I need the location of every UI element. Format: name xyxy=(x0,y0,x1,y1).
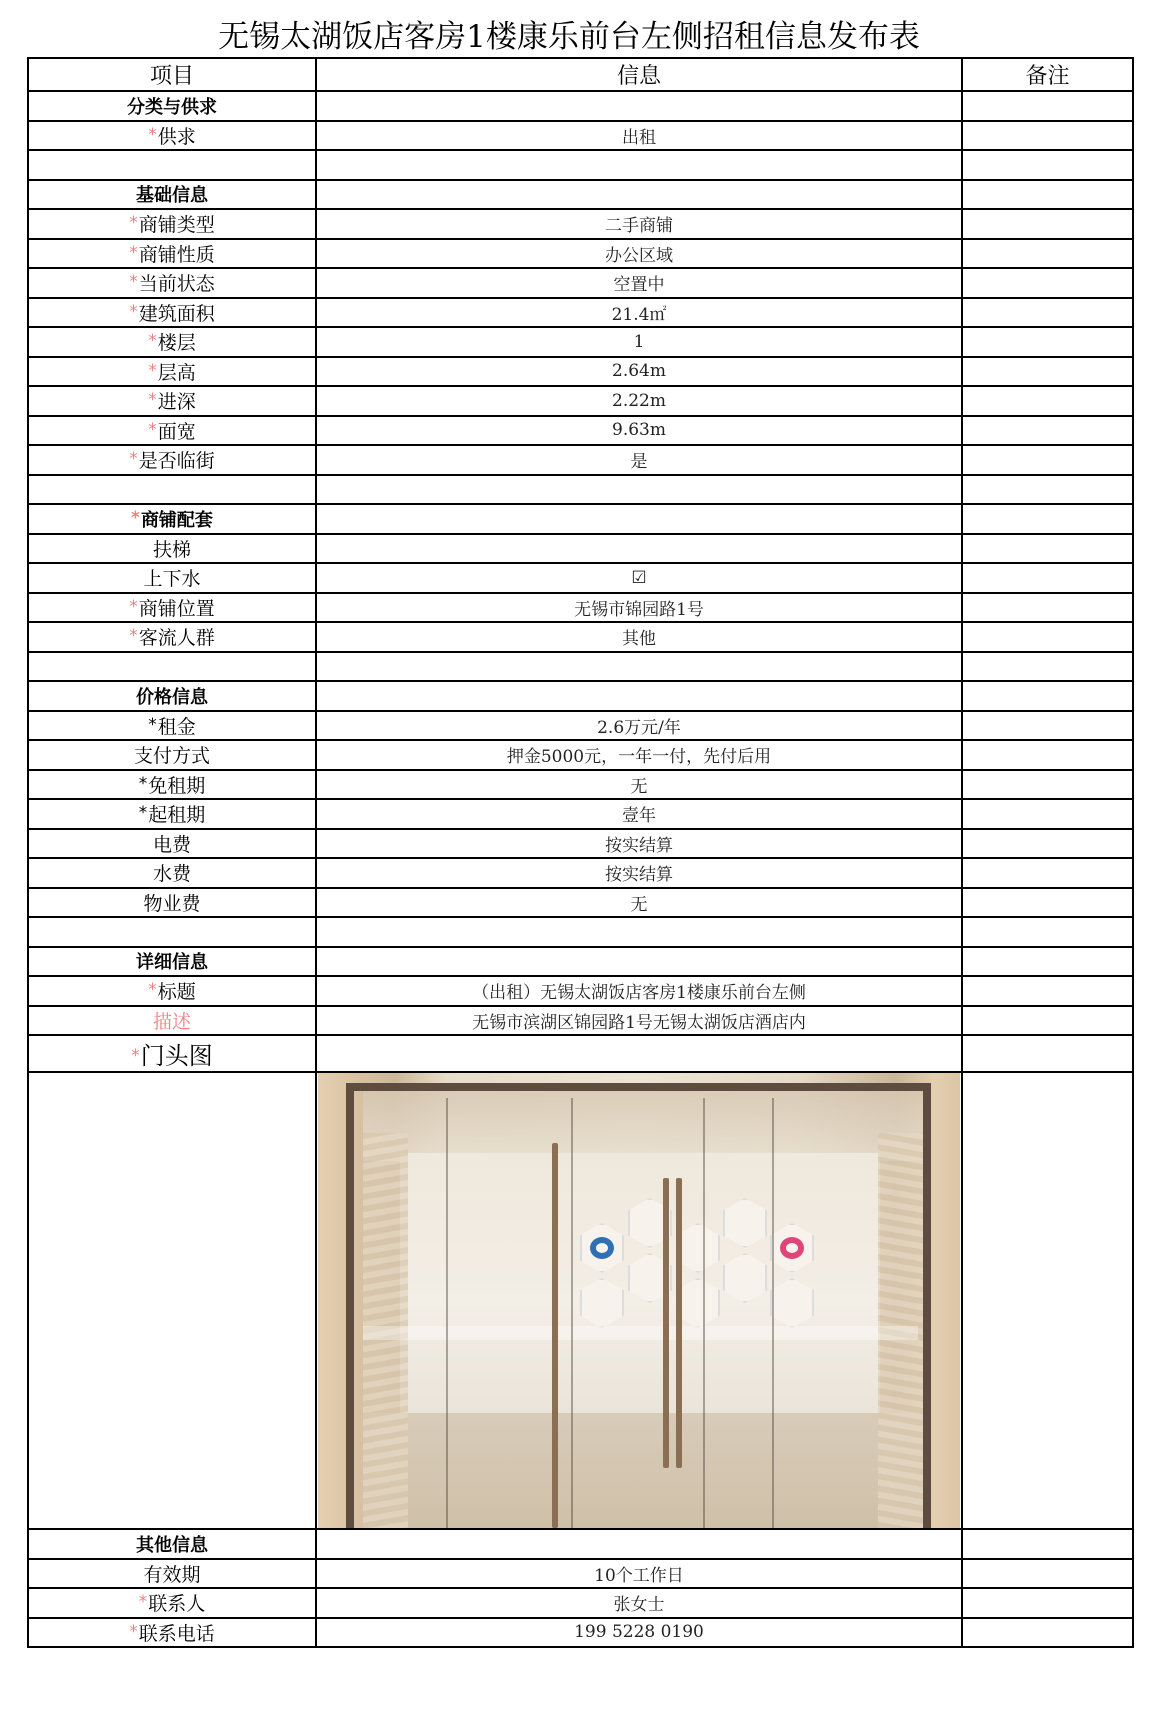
table-row xyxy=(28,357,1133,387)
header-row xyxy=(28,58,1133,91)
row-remarks xyxy=(962,386,1133,416)
row-remarks xyxy=(962,711,1133,741)
row-value xyxy=(316,504,962,534)
row-label: 商铺位置 xyxy=(138,597,215,620)
row-remarks xyxy=(962,180,1133,210)
row-label-cell xyxy=(28,91,316,121)
table-row xyxy=(28,416,1133,446)
row-label: 联系人 xyxy=(148,1593,206,1616)
row-remarks xyxy=(962,1529,1133,1559)
row-value: 张女士 xyxy=(316,1588,962,1618)
row-value: 199 5228 0190 xyxy=(316,1618,962,1648)
row-label: 是否临街 xyxy=(138,450,215,473)
row-value: 是 xyxy=(316,445,962,475)
row-value: 办公区域 xyxy=(316,239,962,269)
row-label-cell xyxy=(28,534,316,564)
row-remarks xyxy=(962,1072,1133,1529)
image-row xyxy=(28,1072,1133,1529)
row-remarks xyxy=(962,150,1133,180)
required-asterisk: * xyxy=(129,449,138,470)
table-row xyxy=(28,1588,1133,1618)
row-label: 描述 xyxy=(152,1010,191,1033)
row-remarks xyxy=(962,504,1133,534)
table-row xyxy=(28,622,1133,652)
row-remarks xyxy=(962,563,1133,593)
required-asterisk: * xyxy=(148,331,157,352)
row-label-cell xyxy=(28,1559,316,1589)
photo-door-handle xyxy=(663,1178,669,1468)
photo-door-frame xyxy=(346,1083,931,1528)
checkbox-checked-icon: ☑ xyxy=(316,563,962,593)
row-remarks xyxy=(962,1006,1133,1036)
column-header-remarks: 备注 xyxy=(962,58,1133,91)
row-label-cell xyxy=(28,858,316,888)
page-title: 无锡太湖饭店客房1楼康乐前台左侧招租信息发布表 xyxy=(218,19,920,55)
photo-glass-edge xyxy=(703,1098,705,1528)
required-asterisk: * xyxy=(131,507,140,528)
section-row xyxy=(28,1529,1133,1559)
row-remarks xyxy=(962,268,1133,298)
table-row xyxy=(28,799,1133,829)
row-label-cell xyxy=(28,740,316,770)
row-label: 商铺类型 xyxy=(138,214,215,237)
blank-row xyxy=(28,475,1133,505)
required-asterisk: * xyxy=(129,596,138,617)
row-label-cell xyxy=(28,209,316,239)
row-remarks xyxy=(962,121,1133,151)
row-value: 无锡市滨湖区锦园路1号无锡太湖饭店酒店内 xyxy=(316,1006,962,1036)
row-label-cell xyxy=(28,622,316,652)
row-value: 按实结算 xyxy=(316,829,962,859)
section-row xyxy=(28,504,1133,534)
photo-glass-edge xyxy=(772,1098,774,1528)
table-row xyxy=(28,888,1133,918)
row-remarks xyxy=(962,239,1133,269)
row-value: 空置中 xyxy=(316,268,962,298)
required-asterisk: * xyxy=(148,980,157,1001)
row-value: 按实结算 xyxy=(316,858,962,888)
row-value: 无 xyxy=(316,888,962,918)
row-label: 价格信息 xyxy=(136,686,208,708)
section-row xyxy=(28,681,1133,711)
row-remarks xyxy=(962,622,1133,652)
row-label: 进深 xyxy=(157,391,196,414)
row-label-cell xyxy=(28,1588,316,1618)
column-header-item: 项目 xyxy=(28,58,316,91)
row-label-cell xyxy=(28,150,316,180)
row-remarks xyxy=(962,1588,1133,1618)
row-label: 层高 xyxy=(157,361,196,384)
row-label-cell xyxy=(28,121,316,151)
section-row xyxy=(28,91,1133,121)
row-label: 基础信息 xyxy=(136,185,208,207)
photo-glass-edge xyxy=(446,1098,448,1528)
row-label: 分类与供求 xyxy=(127,96,217,118)
row-label-cell xyxy=(28,1006,316,1036)
table-row xyxy=(28,209,1133,239)
row-value xyxy=(316,475,962,505)
required-asterisk: * xyxy=(129,213,138,234)
row-value xyxy=(316,1035,962,1072)
row-remarks xyxy=(962,652,1133,682)
table-row xyxy=(28,1618,1133,1648)
row-value: 无锡市锦园路1号 xyxy=(316,593,962,623)
table-row xyxy=(28,711,1133,741)
row-label: 门头图 xyxy=(140,1042,213,1070)
table-row xyxy=(28,386,1133,416)
row-label: 楼层 xyxy=(157,332,196,355)
row-label: 物业费 xyxy=(143,892,201,915)
row-label-cell xyxy=(28,681,316,711)
table-row xyxy=(28,534,1133,564)
row-remarks xyxy=(962,1618,1133,1648)
row-remarks xyxy=(962,770,1133,800)
table-row xyxy=(28,976,1133,1006)
required-asterisk: * xyxy=(138,1592,148,1613)
row-remarks xyxy=(962,681,1133,711)
row-remarks xyxy=(962,829,1133,859)
row-label: 其他信息 xyxy=(136,1534,208,1556)
table-row xyxy=(28,239,1133,269)
required-asterisk: * xyxy=(148,360,157,381)
table-row xyxy=(28,121,1133,151)
row-label: 扶梯 xyxy=(152,538,191,561)
table-row xyxy=(28,829,1133,859)
row-value xyxy=(316,917,962,947)
row-label: 租金 xyxy=(157,715,196,738)
row-label-cell xyxy=(28,1035,316,1072)
row-value xyxy=(316,180,962,210)
table-row xyxy=(28,327,1133,357)
row-value xyxy=(316,681,962,711)
row-remarks xyxy=(962,799,1133,829)
required-asterisk: * xyxy=(148,714,157,735)
row-remarks xyxy=(962,534,1133,564)
row-label: 商铺配套 xyxy=(140,509,213,531)
row-remarks xyxy=(962,357,1133,387)
photo-glass-edge xyxy=(571,1098,573,1528)
required-asterisk: * xyxy=(148,390,157,411)
required-asterisk: * xyxy=(148,124,157,145)
table-row xyxy=(28,770,1133,800)
row-label-cell xyxy=(28,593,316,623)
required-asterisk: * xyxy=(129,242,138,263)
row-label: 建筑面积 xyxy=(138,302,215,325)
required-asterisk: * xyxy=(148,419,157,440)
table-row xyxy=(28,858,1133,888)
table-row xyxy=(28,445,1133,475)
row-label-cell xyxy=(28,386,316,416)
table-row xyxy=(28,298,1133,328)
row-remarks xyxy=(962,445,1133,475)
required-asterisk: * xyxy=(138,773,148,794)
row-remarks xyxy=(962,740,1133,770)
required-asterisk: * xyxy=(138,803,148,824)
row-label-cell xyxy=(28,976,316,1006)
row-label-cell xyxy=(28,799,316,829)
row-remarks xyxy=(962,298,1133,328)
row-label-cell xyxy=(28,829,316,859)
photo-door-handle xyxy=(676,1178,682,1468)
photo-door-handle xyxy=(552,1143,558,1528)
image-cell xyxy=(316,1072,962,1529)
required-asterisk: * xyxy=(129,1621,138,1642)
row-label-cell xyxy=(28,268,316,298)
row-label-cell xyxy=(28,888,316,918)
table-row xyxy=(28,1006,1133,1036)
row-label: 水费 xyxy=(152,863,191,886)
row-label: 面宽 xyxy=(157,420,196,443)
table-row xyxy=(28,268,1133,298)
row-remarks xyxy=(962,858,1133,888)
row-label-cell xyxy=(28,770,316,800)
row-label: 标题 xyxy=(157,981,196,1004)
row-value xyxy=(316,150,962,180)
row-value: 押金5000元，一年一付，先付后用 xyxy=(316,740,962,770)
row-remarks xyxy=(962,1559,1133,1589)
row-value: 1 xyxy=(316,327,962,357)
row-value: 2.22m xyxy=(316,386,962,416)
row-value: （出租）无锡太湖饭店客房1楼康乐前台左侧 xyxy=(316,976,962,1006)
row-label: 支付方式 xyxy=(133,745,210,768)
row-remarks xyxy=(962,416,1133,446)
row-label-cell xyxy=(28,298,316,328)
row-label-cell xyxy=(28,445,316,475)
row-remarks xyxy=(962,475,1133,505)
row-label-cell xyxy=(28,917,316,947)
table-body xyxy=(28,91,1133,1647)
table-row xyxy=(28,1559,1133,1589)
blank-row xyxy=(28,150,1133,180)
row-label-cell xyxy=(28,180,316,210)
row-value: 9.63m xyxy=(316,416,962,446)
row-value: 二手商铺 xyxy=(316,209,962,239)
row-label: 有效期 xyxy=(143,1563,201,1586)
row-label-cell xyxy=(28,504,316,534)
listing-table xyxy=(27,57,1134,1648)
blank-row xyxy=(28,917,1133,947)
row-label: 上下水 xyxy=(143,568,201,591)
row-value: 壹年 xyxy=(316,799,962,829)
row-value: 2.64m xyxy=(316,357,962,387)
row-remarks xyxy=(962,947,1133,977)
row-label-cell xyxy=(28,1618,316,1648)
row-value xyxy=(316,91,962,121)
row-value xyxy=(316,652,962,682)
table-row xyxy=(28,740,1133,770)
row-value: 10个工作日 xyxy=(316,1559,962,1589)
row-remarks xyxy=(962,209,1133,239)
row-remarks xyxy=(962,91,1133,121)
table-row xyxy=(28,593,1133,623)
section-row xyxy=(28,947,1133,977)
row-label-cell xyxy=(28,1529,316,1559)
row-label: 详细信息 xyxy=(136,952,208,974)
required-asterisk: * xyxy=(129,626,138,647)
row-label: 起租期 xyxy=(148,804,206,827)
row-value: 2.6万元/年 xyxy=(316,711,962,741)
row-label: 电费 xyxy=(152,833,191,856)
row-label-cell xyxy=(28,563,316,593)
row-value: 无 xyxy=(316,770,962,800)
row-label-cell xyxy=(28,357,316,387)
row-label: 联系电话 xyxy=(138,1622,215,1645)
row-value: 21.4㎡ xyxy=(316,298,962,328)
row-label-cell xyxy=(28,711,316,741)
row-value xyxy=(316,947,962,977)
row-label-cell xyxy=(28,947,316,977)
row-label: 客流人群 xyxy=(138,627,215,650)
table-row xyxy=(28,563,1133,593)
row-label: 商铺性质 xyxy=(138,243,215,266)
row-remarks xyxy=(962,888,1133,918)
required-asterisk: * xyxy=(129,301,138,322)
table-row xyxy=(28,1035,1133,1072)
row-label-cell xyxy=(28,652,316,682)
required-asterisk: * xyxy=(129,272,138,293)
required-asterisk: * xyxy=(131,1046,140,1066)
row-label: 供求 xyxy=(157,125,196,148)
row-remarks xyxy=(962,1035,1133,1072)
row-label-cell xyxy=(28,327,316,357)
row-remarks xyxy=(962,976,1133,1006)
row-value: 其他 xyxy=(316,622,962,652)
row-remarks xyxy=(962,593,1133,623)
row-value xyxy=(316,534,962,564)
row-label-cell xyxy=(28,475,316,505)
row-label: 免租期 xyxy=(148,774,206,797)
row-remarks xyxy=(962,327,1133,357)
row-value: 出租 xyxy=(316,121,962,151)
row-remarks xyxy=(962,917,1133,947)
row-label: 当前状态 xyxy=(138,273,215,296)
section-row xyxy=(28,180,1133,210)
row-value xyxy=(316,1529,962,1559)
blank-row xyxy=(28,652,1133,682)
storefront-photo xyxy=(318,1073,960,1528)
row-label-cell xyxy=(28,239,316,269)
row-label-cell xyxy=(28,1072,316,1529)
column-header-info: 信息 xyxy=(316,58,962,91)
row-label-cell xyxy=(28,416,316,446)
